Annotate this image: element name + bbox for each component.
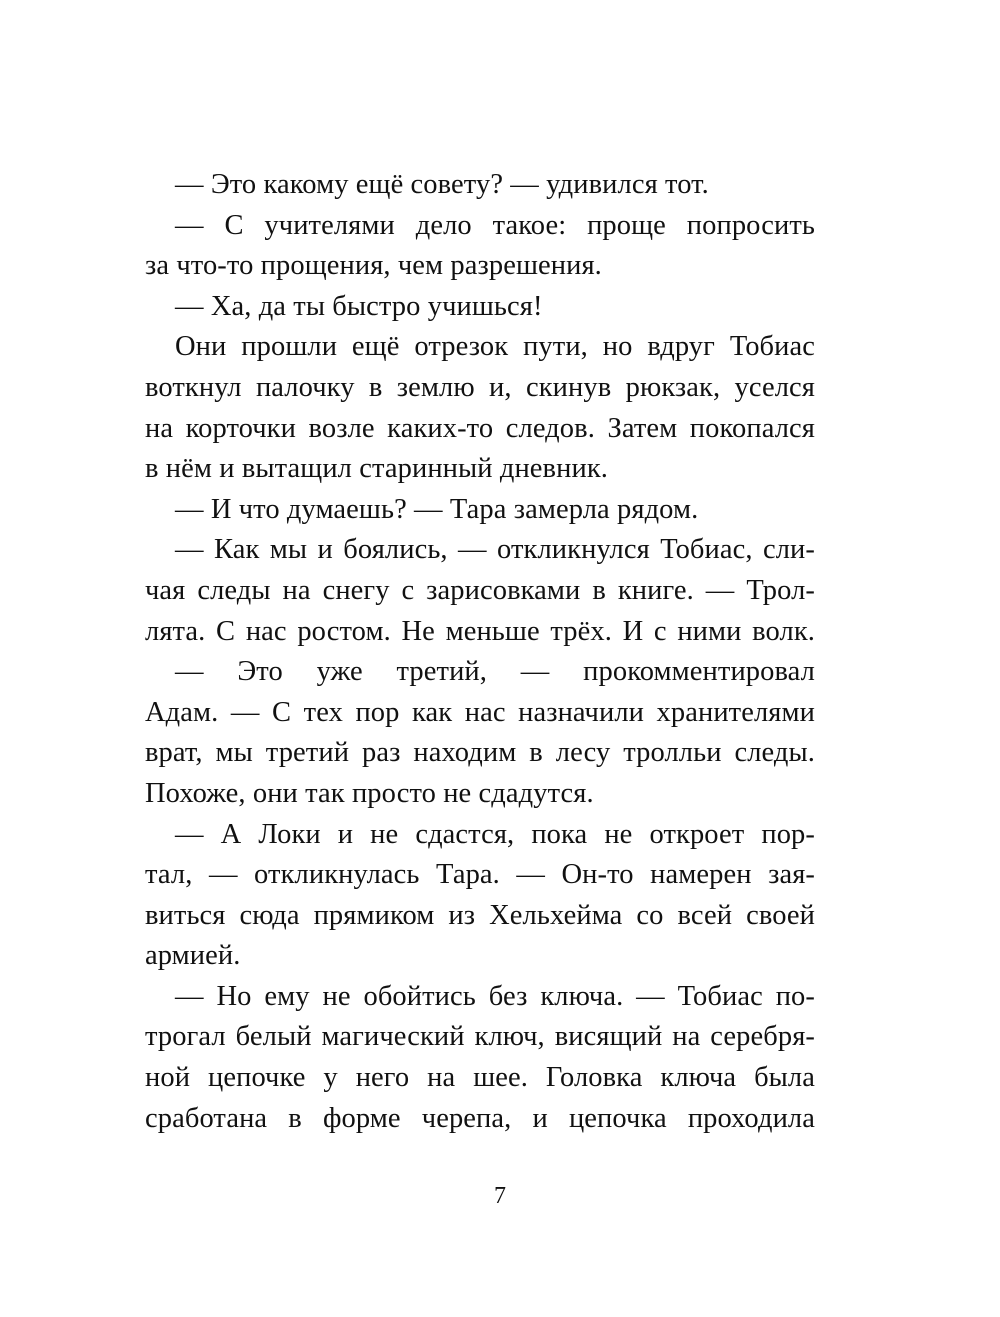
text-line: на корточки возле каких-то следов. Затем покопался (145, 412, 815, 444)
text-line: — А Локи и не сдастся, пока не откроет пор- (175, 818, 815, 850)
text-line: сработана в форме черепа, и цепочка проходила (145, 1102, 815, 1134)
text-line: армией. (145, 940, 241, 972)
text-line: — Это уже третий, — прокомментировал (175, 656, 815, 688)
text-line: врат, мы третий раз находим в лесу тролльи следы. (145, 737, 815, 769)
body-text (145, 165, 815, 1139)
text-line: Они прошли ещё отрезок пути, но вдруг Тобиас (175, 331, 815, 363)
text-line: ной цепочке у него на шее. Головка ключа была (145, 1062, 815, 1094)
text-line: — Но ему не обойтись без ключа. — Тобиас по- (175, 980, 815, 1012)
text-line: трогал белый магический ключ, висящий на серебря- (145, 1021, 815, 1053)
page-number: 7 (494, 1183, 506, 1209)
text-line: — И что думаешь? — Тара замерла рядом. (175, 493, 699, 525)
text-line: в нём и вытащил старинный дневник. (145, 453, 608, 485)
text-line: Адам. — С тех пор как нас назначили хранителями (145, 696, 815, 728)
text-line: тал, — откликнулась Тара. — Он-то намерен зая- (145, 859, 815, 891)
text-line: — Ха, да ты быстро учишься! (175, 290, 543, 322)
text-line: виться сюда прямиком из Хельхейма со всей своей (145, 899, 815, 931)
text-line: Похоже, они так просто не сдадутся. (145, 777, 594, 809)
text-line: — Как мы и боялись, — откликнулся Тобиас, сли- (175, 534, 815, 566)
text-line: чая следы на снегу с зарисовками в книге. — Трол- (145, 574, 815, 606)
text-line: за что-то прощения, чем разрешения. (145, 250, 602, 282)
text-line: — С учителями дело такое: проще попросить (175, 209, 815, 241)
text-line: воткнул палочку в землю и, скинув рюкзак, уселся (145, 371, 815, 403)
text-line: лята. С нас ростом. Не меньше трёх. И с ними волк. (145, 615, 815, 647)
text-line: — Это какому ещё совету? — удивился тот. (175, 169, 709, 200)
